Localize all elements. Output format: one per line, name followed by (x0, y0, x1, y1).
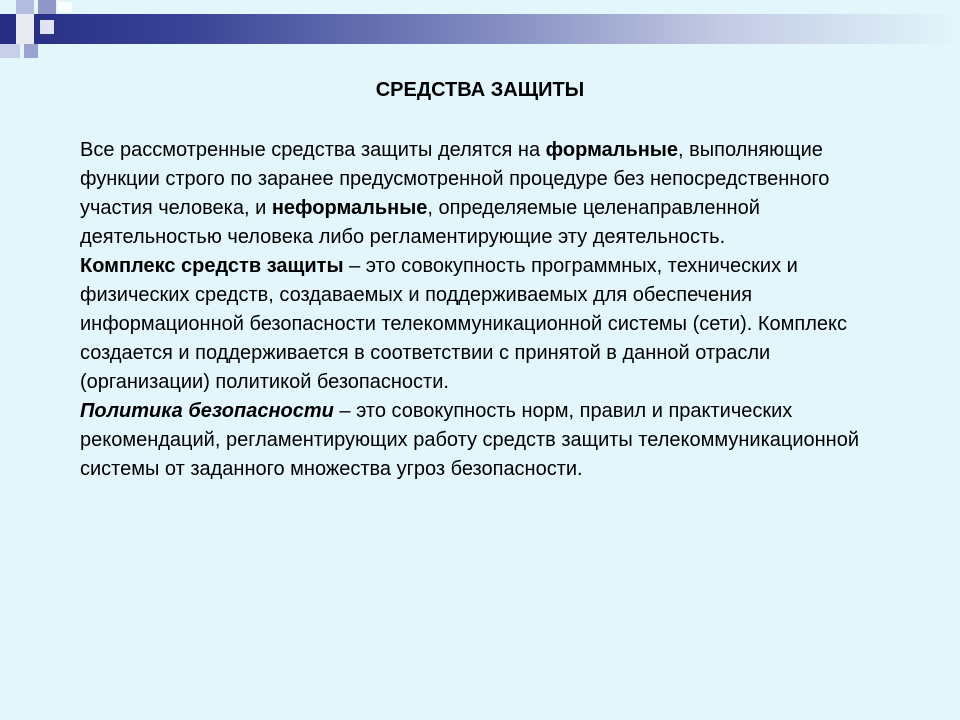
decor-square (0, 44, 20, 58)
term-policy: Политика безопасности (80, 400, 334, 422)
decor-square (24, 44, 38, 58)
header-gradient-bar (0, 14, 960, 44)
slide-body (80, 136, 900, 484)
decor-square (38, 0, 56, 14)
paragraph-text: – это совокупность программных, технических и физических средств, создаваемых и поддерживаемых для обеспечения информационной безопасности телекоммуникационной системы (сети). Комплекс создается и поддерживается в соответствии с принятой в данной отрасли (организации) политикой безопасности. (80, 255, 847, 393)
paragraph-policy (80, 397, 900, 484)
paragraph-formal-informal (80, 136, 900, 252)
term-informal: неформальные (271, 197, 428, 219)
decor-square (58, 2, 72, 12)
decor-square (16, 14, 34, 44)
term-complex: Комплекс средств защиты (80, 255, 344, 277)
term-formal: формальные (545, 139, 678, 161)
paragraph-complex (80, 252, 900, 397)
decor-square (16, 0, 34, 14)
paragraph-text: – это совокупность норм, правил и практических рекомендаций, регламентирующих работу средств защиты телекоммуникационной системы от заданного множества угроз безопасности. (80, 400, 860, 480)
paragraph-text: , выполняющие функции строго по заранее предусмотренной процедуре без непосредственного участия человека, и (80, 139, 830, 219)
decor-square (40, 20, 54, 34)
slide-title: СРЕДСТВА ЗАЩИТЫ (375, 79, 585, 101)
paragraph-text: , определяемые целенаправленной деятельностью человека либо регламентирующие эту деятельность. (80, 197, 760, 248)
paragraph-text: Все рассмотренные средства защиты делятся на (80, 139, 546, 161)
